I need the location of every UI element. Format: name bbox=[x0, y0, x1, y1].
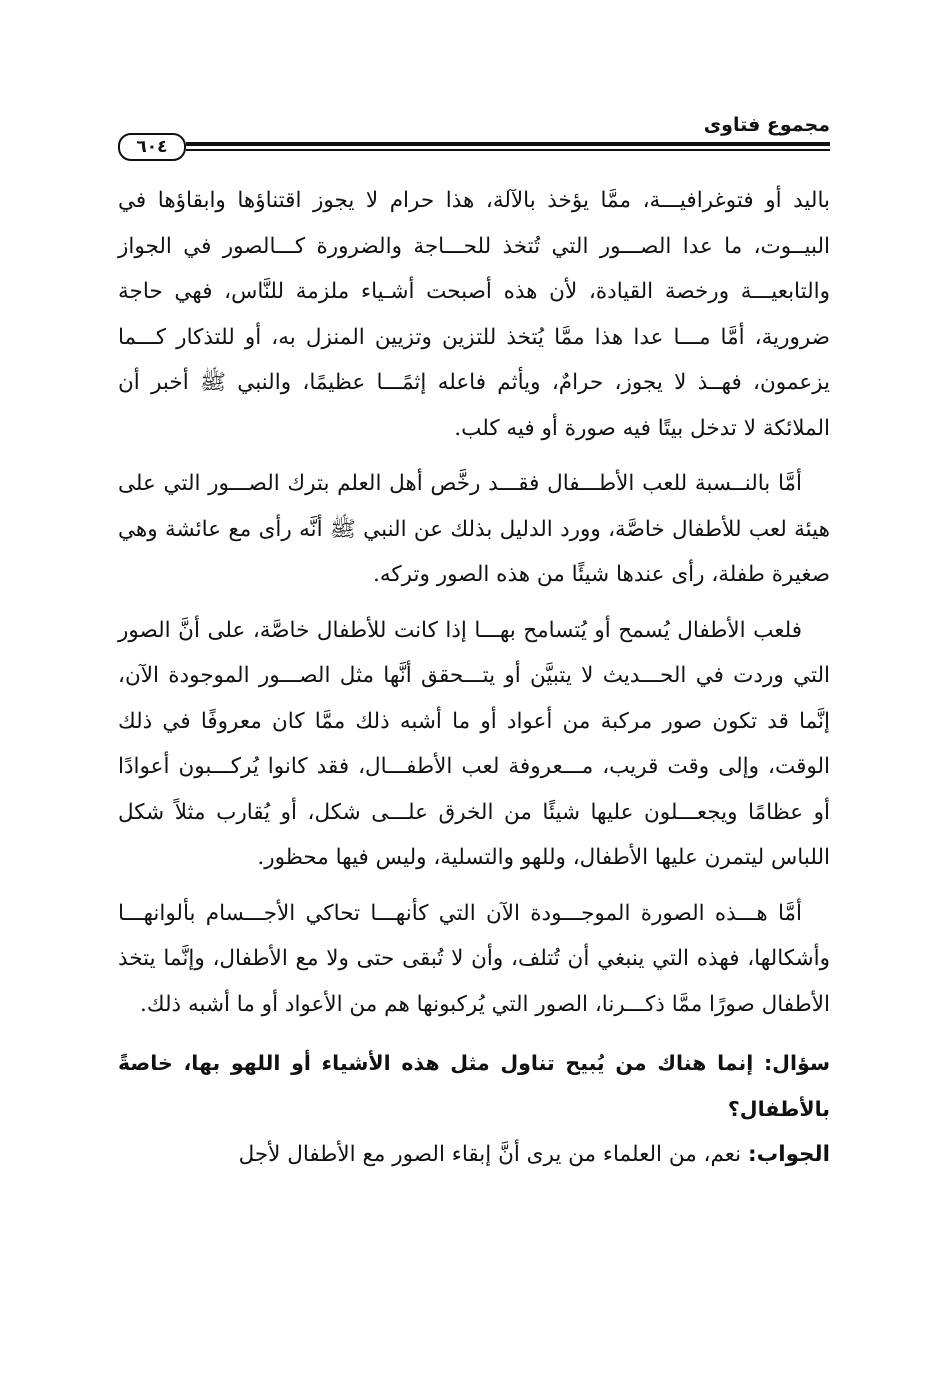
paragraph-4: أمَّا هـــذه الصورة الموجـــودة الآن التي كأنهـــا تحاكي الأجـــسام بألوانهـــا وأشكالها، فهذه التي ينبغي أن تُتلف، وأن لا تُبقى حتى ولا مع الأطفال، وإنَّما يتخذ الأطفال صورًا ممَّا ذكـــرنا، الصور التي يُركبونها هم من الأعواد أو ما أشبه ذلك. bbox=[118, 900, 830, 1017]
page-body bbox=[118, 178, 830, 1178]
paragraph-2: أمَّا بالنــسبة للعب الأطـــفال فقـــد رخَّص أهل العلم بترك الصـــور التي على هيئة لعب للأطفال خاصَّة، وورد الدليل بذلك عن النبي ﷺ أنَّه رأى مع عائشة وهي صغيرة طفلة، رأى عندها شيئًا من هذه الصور وتركه. bbox=[118, 471, 830, 587]
paragraph-1: باليد أو فتوغرافيـــة، ممَّا يؤخذ بالآلة، هذا حرام لا يجوز اقتناؤها وابقاؤها في البيــوت، ما عدا الصـــور التي تُتخذ للحـــاجة والضرورة كـــالصور في الجواز والتابعيـــة ورخصة القيادة، لأن هذه أصبحت أشـياء ملزمة للنَّاس، فهي حاجة ضرورية، أمَّا مـــا عدا هذا ممَّا يُتخذ للتزين وتزيين المنزل به، أو للتذكار كـــما يزعمون، فهــذ لا يجوز، حرامٌ، ويأثم فاعله إثمًـــا عظيمًا، والنبي ﷺ أخبر أن الملائكة لا تدخل بيتًا فيه صورة أو فيه كلب. bbox=[118, 188, 830, 441]
header-rule-thin bbox=[186, 149, 830, 151]
header-rule-thick bbox=[186, 142, 830, 146]
question: سؤال: إنما هناك من يُبيح تناول مثل هذه الأشياء أو اللهو بها، خاصةً بالأطفال؟ bbox=[118, 1051, 830, 1121]
paragraph-3: فلعب الأطفال يُسمح أو يُتسامح بهـــا إذا كانت للأطفال خاصَّة، على أنَّ الصور التي وردت في الحـــديث لا يتبيَّن أو يتـــحقق أنَّها مثل الصـــور الموجودة الآن، إنَّما قد تكون صور مركبة من أعواد أو ما أشبه ذلك ممَّا كان معروفًا في ذلك الوقت، وإلى وقت قريب، مـــعروفة لعب الأطفـــال، فقد كانوا يُركـــبون أعوادًا أو عظامًا ويجعـــلون عليها شيئًا من الخرق علـــى شكل، أو يُقارب مثلاً شكل اللباس ليتمرن عليها الأطفال، وللهو والتسلية، وليس فيها محظور. bbox=[118, 617, 830, 870]
answer bbox=[118, 1132, 830, 1178]
page-header bbox=[118, 108, 830, 158]
answer-label: الجواب: bbox=[748, 1142, 830, 1167]
answer-text: نعم، من العلماء من يرى أنَّ إبقاء الصور مع الأطفال لأجل bbox=[238, 1142, 748, 1167]
page-number: ٦٠٤ bbox=[118, 133, 186, 161]
book-title: مجموع فتاوى bbox=[703, 114, 830, 136]
